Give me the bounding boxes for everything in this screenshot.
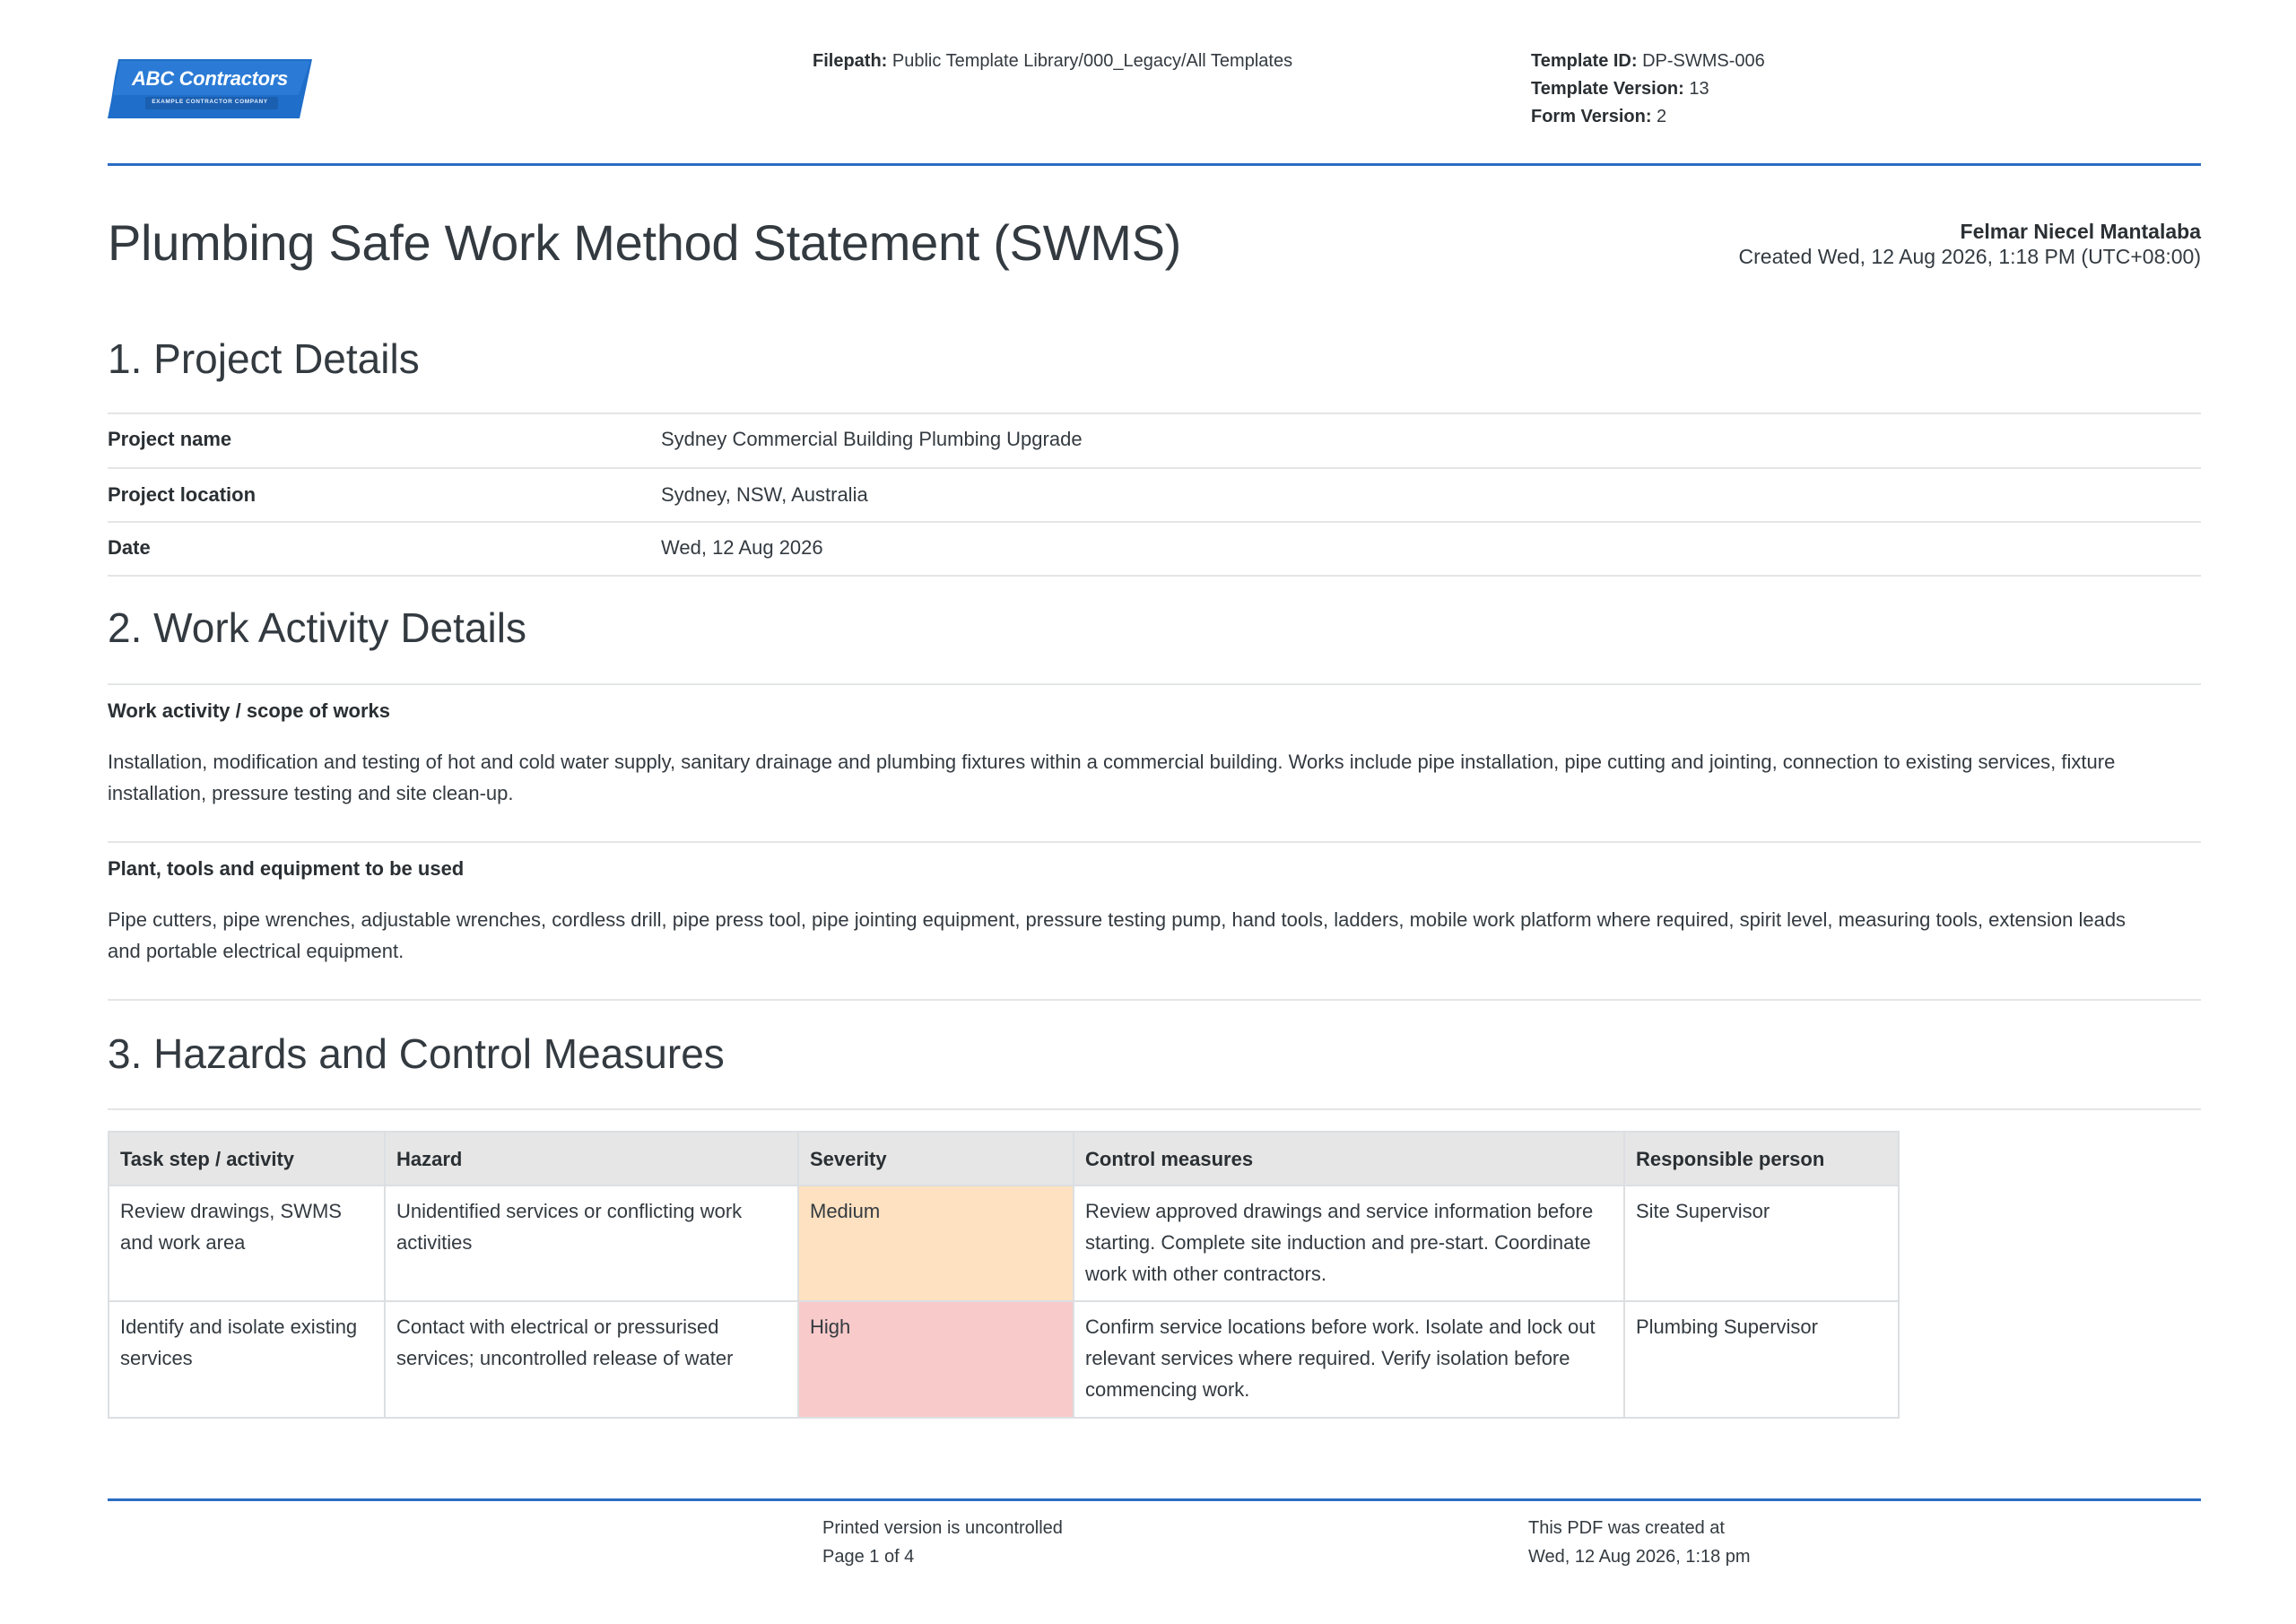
field-value-project-name: Sydney Commercial Building Plumbing Upgrade (661, 428, 1083, 450)
logo-title: ABC Contractors (132, 67, 288, 90)
scope-label: Work activity / scope of works (108, 699, 391, 722)
field-value-date: Wed, 12 Aug 2026 (661, 536, 823, 559)
filepath-label: Filepath: (813, 51, 888, 71)
template-id (1531, 48, 1765, 75)
footer-divider (108, 1498, 2201, 1501)
section-heading-work-activity: 2. Work Activity Details (108, 604, 526, 651)
template-id-label: Template ID: (1531, 51, 1638, 71)
template-meta (1531, 48, 1765, 131)
template-version-label: Template Version: (1531, 79, 1684, 99)
page-number: Page 1 of 4 (822, 1547, 915, 1567)
filepath (813, 48, 1292, 75)
page-header (108, 0, 2201, 166)
column-header-task: Task step / activity (109, 1132, 385, 1185)
divider (108, 841, 2201, 843)
page-title: Plumbing Safe Work Method Statement (SWMS) (108, 214, 1182, 271)
company-logo (108, 59, 312, 118)
column-header-severity: Severity (798, 1132, 1074, 1185)
cell-hazard: Unidentified services or conflicting work activities (385, 1185, 798, 1301)
column-header-responsible: Responsible person (1624, 1132, 1899, 1185)
divider (108, 413, 2201, 414)
divider (108, 683, 2201, 685)
cell-task: Identify and isolate existing services (109, 1301, 385, 1418)
equipment-label: Plant, tools and equipment to be used (108, 857, 465, 880)
uncontrolled-notice: Printed version is uncontrolled (822, 1518, 1063, 1538)
created-timestamp: Created Wed, 12 Aug 2026, 1:18 PM (UTC+08:00) (1738, 245, 2201, 268)
scope-text: Installation, modification and testing of hot and cold water supply, sanitary drainage and plumbing fixtures within a commercial building. Works include pipe installation, pipe cutting and jointing, connection to existing services, fixture installation, pressure testing and site clean-up. (108, 751, 2116, 804)
form-version (1531, 103, 1765, 131)
cell-responsible: Plumbing Supervisor (1624, 1301, 1899, 1418)
pdf-created-value: Wed, 12 Aug 2026, 1:18 pm (1528, 1547, 1751, 1567)
cell-task: Review drawings, SWMS and work area (109, 1185, 385, 1301)
divider (108, 575, 2201, 577)
divider (108, 1108, 2201, 1110)
section-heading-project-details: 1. Project Details (108, 335, 420, 382)
field-value-project-location: Sydney, NSW, Australia (661, 483, 868, 506)
field-label-project-name: Project name (108, 428, 232, 450)
template-version (1531, 75, 1765, 103)
column-header-controls: Control measures (1074, 1132, 1624, 1185)
table-row (109, 1185, 1899, 1301)
document-page (108, 0, 2201, 1624)
cell-severity-high: High (798, 1301, 1074, 1418)
column-header-hazard: Hazard (385, 1132, 798, 1185)
hazards-table (108, 1131, 1900, 1419)
author-name: Felmar Niecel Mantalaba (1960, 220, 2201, 243)
section-heading-hazards: 3. Hazards and Control Measures (108, 1030, 725, 1077)
cell-severity-medium: Medium (798, 1185, 1074, 1301)
footer-print-info (822, 1514, 1063, 1571)
field-label-project-location: Project location (108, 483, 257, 506)
form-version-label: Form Version: (1531, 107, 1652, 126)
template-id-value: DP-SWMS-006 (1642, 51, 1765, 71)
cell-responsible: Site Supervisor (1624, 1185, 1899, 1301)
table-header-row (109, 1132, 1899, 1185)
cell-hazard: Contact with electrical or pressurised services; uncontrolled release of water (385, 1301, 798, 1418)
divider (108, 521, 2201, 523)
template-version-value: 13 (1689, 79, 1709, 99)
field-label-date: Date (108, 536, 151, 559)
cell-controls: Confirm service locations before work. Isolate and lock out relevant services where required. Verify isolation before commencing work. (1074, 1301, 1624, 1418)
form-version-value: 2 (1657, 107, 1667, 126)
cell-controls: Review approved drawings and service information before starting. Complete site induction and pre-start. Coordinate work with other contractors. (1074, 1185, 1624, 1301)
author-block (1739, 219, 2201, 269)
filepath-value: Public Template Library/000_Legacy/All Templates (891, 51, 1293, 71)
footer-pdf-info (1528, 1514, 1751, 1571)
divider (108, 467, 2201, 469)
equipment-text: Pipe cutters, pipe wrenches, adjustable wrenches, cordless drill, pipe press tool, pipe jointing equipment, pressure testing pump, hand tools, ladders, mobile work platform where required, spirit level, measuring tools, extension leads and portable electrical equipment. (108, 908, 2126, 962)
pdf-created-label: This PDF was created at (1528, 1518, 1725, 1538)
table-row (109, 1301, 1899, 1418)
logo-subtitle: EXAMPLE CONTRACTOR COMPANY (152, 99, 268, 105)
divider (108, 999, 2201, 1001)
